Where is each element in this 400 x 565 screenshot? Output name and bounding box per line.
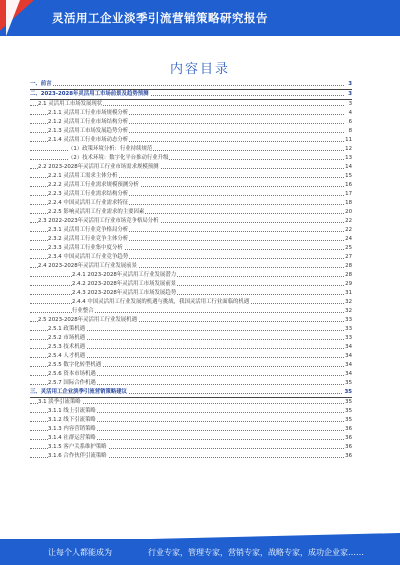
toc-entry-label: 2.1 灵活用工市场发展现状 xyxy=(38,101,103,107)
toc-entry[interactable] xyxy=(30,154,352,163)
toc-entry-page: 31 xyxy=(345,290,352,296)
toc-leader-dots xyxy=(30,85,344,86)
report-header xyxy=(0,0,400,36)
toc-entry-label: 2.4.4 中国灵活用工行业发展的机遇与挑战，我国灵活用工行业面临的机遇 xyxy=(72,299,250,305)
toc-entry[interactable] xyxy=(30,172,352,181)
toc-entry-page: 28 xyxy=(345,263,352,269)
toc-entry-page: 34 xyxy=(345,353,352,359)
toc-entry-label: 2.4.1 2023-2028年灵活用工行业发展潜力 xyxy=(72,272,177,278)
toc-entry-label: 行业整合 xyxy=(72,308,94,314)
toc-entry[interactable] xyxy=(30,325,352,334)
toc-entry-page: 35 xyxy=(345,408,352,414)
toc-entry-label: 2.4 2023-2028年灵活用工行业发展前景 xyxy=(38,263,137,269)
toc-entry[interactable] xyxy=(30,217,352,226)
toc-entry-page: 24 xyxy=(345,236,352,242)
toc-entry[interactable] xyxy=(30,370,352,379)
toc-entry[interactable] xyxy=(30,136,352,145)
toc-entry-label: 2.3.1 灵活用工行业竞争格局分析 xyxy=(48,227,129,233)
toc-entry-label: （2）技术环境：数字化平台推动行业升级 xyxy=(68,155,169,161)
toc-entry-page: 34 xyxy=(345,344,352,350)
toc-entry-page: 14 xyxy=(345,164,352,170)
toc-entry[interactable] xyxy=(30,163,352,172)
toc-entry[interactable] xyxy=(30,307,352,316)
toc-entry-label: 3.1.2 线下引流策略 xyxy=(48,417,96,423)
toc-entry-page: 28 xyxy=(345,272,352,278)
toc-entry[interactable] xyxy=(30,361,352,370)
toc-entry[interactable] xyxy=(30,181,352,190)
toc-entry[interactable] xyxy=(30,127,352,136)
toc-entry-page: 36 xyxy=(345,453,352,459)
toc-entry-label: 2.3.2 灵活用工行业竞争主体分析 xyxy=(48,236,129,242)
toc-entry-page: 3 xyxy=(348,91,352,97)
toc-entry-label: 2.5.3 技术机遇 xyxy=(48,344,85,350)
table-of-contents xyxy=(30,80,352,461)
toc-entry-label: 2.3.3 灵活用工行业集中度分析 xyxy=(48,245,123,251)
toc-entry-page: 29 xyxy=(345,281,352,287)
toc-entry[interactable] xyxy=(30,190,352,199)
toc-entry[interactable] xyxy=(30,352,352,361)
toc-entry-page: 32 xyxy=(345,308,352,314)
toc-entry[interactable] xyxy=(30,80,352,90)
page-footer xyxy=(0,539,400,565)
toc-entry[interactable] xyxy=(30,90,352,100)
toc-entry-page: 34 xyxy=(345,371,352,377)
toc-entry-label: 2.5 2023-2028年灵活用工行业发展机遇 xyxy=(38,317,137,323)
toc-entry-label: 3.1.4 社群运营策略 xyxy=(48,435,96,441)
toc-entry-label: 三、灵活用工企业淡季引流营销策略建议 xyxy=(30,389,128,395)
toc-entry-page: 36 xyxy=(345,444,352,450)
toc-entry[interactable] xyxy=(30,298,352,307)
toc-entry-page: 22 xyxy=(345,218,352,224)
toc-entry-label: 2.1.1 灵活用工行业市场规模分析 xyxy=(48,110,129,116)
toc-entry-label: 2.5.5 数字化转型机遇 xyxy=(48,362,102,368)
toc-entry-label: 2.2.5 影响灵活用工行业需求的主要因素 xyxy=(48,209,145,215)
toc-entry-label: 2.5.6 资本市场机遇 xyxy=(48,371,96,377)
toc-entry-page: 32 xyxy=(345,299,352,305)
toc-entry[interactable] xyxy=(30,208,352,217)
toc-entry[interactable] xyxy=(30,244,352,253)
toc-entry[interactable] xyxy=(30,398,352,407)
toc-entry[interactable] xyxy=(30,226,352,235)
toc-entry-label: 2.3.4 中国灵活用工行业竞争趋势 xyxy=(48,254,129,260)
toc-entry-page: 25 xyxy=(345,245,352,251)
toc-entry[interactable] xyxy=(30,271,352,280)
toc-entry-label: 2.2.1 灵活用工需求主体分析 xyxy=(48,173,118,179)
toc-entry-label: 3.1.1 线上引流策略 xyxy=(48,408,96,414)
toc-heading: 内容目录 xyxy=(169,62,230,77)
toc-entry-label: 2.5.7 国际合作机遇 xyxy=(48,380,96,386)
toc-entry-label: （1）政策环境分析：行业持续规范 xyxy=(68,146,153,152)
toc-entry-page: 17 xyxy=(345,191,352,197)
toc-entry[interactable] xyxy=(30,334,352,343)
toc-entry-label: 2.3 2022-2023年灵活用工行业市场竞争格局分析 xyxy=(38,218,159,224)
toc-entry-page: 13 xyxy=(345,155,352,161)
toc-entry-page: 11 xyxy=(345,137,352,143)
toc-entry-label: 2.1.4 灵活用工行业市场动态分析 xyxy=(48,137,129,143)
toc-entry-page: 27 xyxy=(345,254,352,260)
toc-entry-page: 35 xyxy=(345,399,352,405)
toc-entry[interactable] xyxy=(30,199,352,208)
toc-entry-page: 6 xyxy=(348,119,352,125)
toc-entry[interactable] xyxy=(30,416,352,425)
toc-entry-label: 3.1.5 客户关系维护策略 xyxy=(48,444,107,450)
toc-entry-page: 18 xyxy=(345,200,352,206)
toc-entry[interactable] xyxy=(30,235,352,244)
toc-entry-label: 2.2.2 灵活用工行业需求规模预测分析 xyxy=(48,182,139,188)
toc-entry-page: 8 xyxy=(348,128,352,134)
toc-entry-page: 12 xyxy=(345,146,352,152)
toc-entry-page: 36 xyxy=(345,435,352,441)
toc-entry[interactable] xyxy=(30,443,352,452)
toc-entry-label: 2.1.2 灵活用工行业市场结构分析 xyxy=(48,119,129,125)
toc-entry-label: 二、2023-2028年灵活用工市场前景及趋势预测 xyxy=(30,91,149,97)
toc-entry-label: 3.1.3 内容营销策略 xyxy=(48,426,96,432)
toc-entry-page: 33 xyxy=(345,326,352,332)
toc-entry-label: 2.5.4 人才机遇 xyxy=(48,353,85,359)
toc-entry-page: 33 xyxy=(345,335,352,341)
toc-entry-page: 35 xyxy=(344,389,352,395)
toc-entry-label: 2.5.1 政策机遇 xyxy=(48,326,85,332)
toc-entry-label: 2.2.4 中国灵活用工行业需求特征 xyxy=(48,200,129,206)
toc-entry[interactable] xyxy=(30,109,352,118)
toc-entry-label: 2.1.3 灵活用工市场发展趋势分析 xyxy=(48,128,129,134)
toc-entry-page: 33 xyxy=(345,317,352,323)
toc-entry-page: 15 xyxy=(345,173,352,179)
toc-entry-label: 2.4.3 2023-2028年灵活用工市场发展趋势 xyxy=(72,290,177,296)
toc-entry[interactable] xyxy=(30,118,352,127)
toc-entry-page: 35 xyxy=(345,380,352,386)
toc-entry-label: 2.2 2023-2028年灵活用工行业市场需求规模预测 xyxy=(38,164,159,170)
toc-entry[interactable] xyxy=(30,434,352,443)
footer-slant-accent xyxy=(150,533,400,539)
toc-entry-label: 2.5.2 市场机遇 xyxy=(48,335,85,341)
toc-entry[interactable] xyxy=(30,280,352,289)
footer-tagline: 行业专家，管理专家，营销专家，战略专家，成功企业家…… xyxy=(148,548,364,557)
toc-entry-page: 34 xyxy=(345,362,352,368)
toc-entry-label: 2.2.3 灵活用工行业需求结构分析 xyxy=(48,191,129,197)
toc-entry[interactable] xyxy=(30,289,352,298)
toc-entry[interactable] xyxy=(30,343,352,352)
toc-entry-page: 4 xyxy=(348,110,352,116)
toc-entry[interactable] xyxy=(30,253,352,262)
toc-entry-label: 3.1 淡季引流策略 xyxy=(38,399,81,405)
toc-entry[interactable] xyxy=(30,407,352,416)
toc-entry-page: 36 xyxy=(345,426,352,432)
footer-slogan: 让每个人都能成为 xyxy=(48,548,112,557)
toc-entry[interactable] xyxy=(30,388,352,398)
toc-entry[interactable] xyxy=(30,379,352,388)
toc-entry-page: 3 xyxy=(348,81,352,87)
toc-entry[interactable] xyxy=(30,145,352,154)
toc-entry-label: 一、前言 xyxy=(30,81,52,87)
toc-entry[interactable] xyxy=(30,452,352,461)
toc-entry-page: 3 xyxy=(348,101,352,107)
toc-entry[interactable] xyxy=(30,425,352,434)
toc-entry-label: 3.1.6 合作伙伴引流策略 xyxy=(48,453,107,459)
toc-entry-page: 16 xyxy=(345,182,352,188)
toc-entry[interactable] xyxy=(30,100,352,109)
report-title: 灵活用工企业淡季引流营销策略研究报告 xyxy=(52,11,268,25)
toc-entry-label: 2.4.2 2023-2028年灵活用工市场发展前景 xyxy=(72,281,177,287)
toc-entry[interactable] xyxy=(30,316,352,325)
toc-entry[interactable] xyxy=(30,262,352,271)
toc-entry-page: 22 xyxy=(345,227,352,233)
header-white-accent xyxy=(6,0,20,36)
toc-entry-page: 35 xyxy=(345,417,352,423)
toc-entry-page: 20 xyxy=(345,209,352,215)
